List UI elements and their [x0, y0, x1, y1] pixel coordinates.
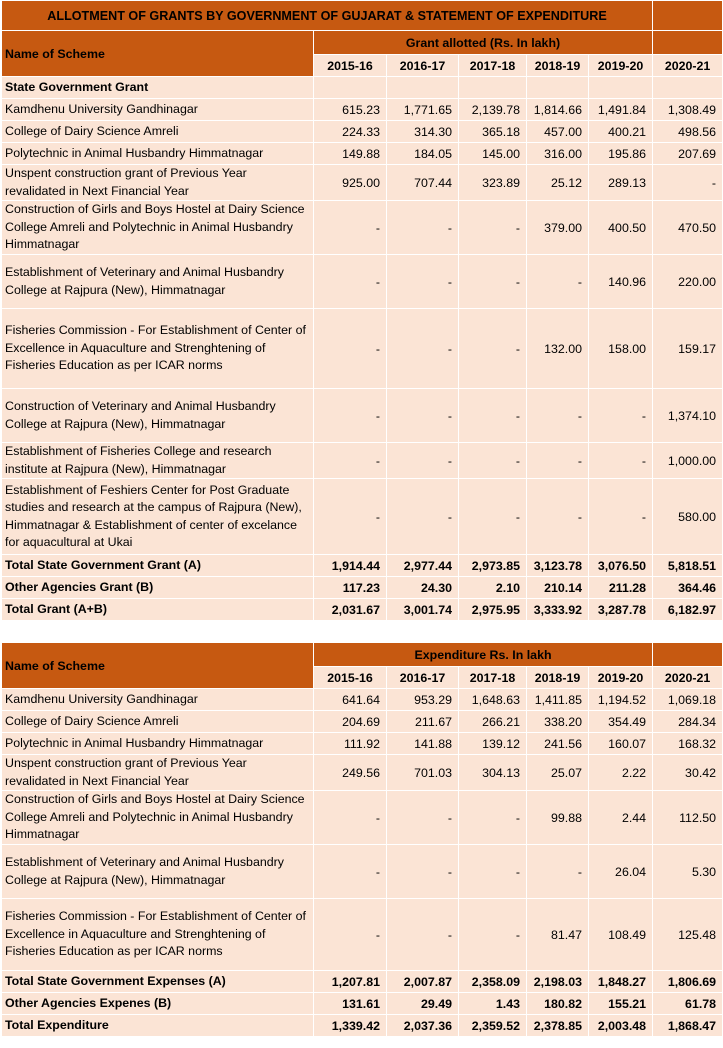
table-body	[2, 1, 723, 1037]
title-row	[2, 1, 723, 31]
value-cell: 111.92	[314, 733, 387, 755]
value-cell: 241.56	[527, 733, 589, 755]
grants-rows-row	[2, 443, 723, 479]
grants-name-header: Name of Scheme	[2, 31, 314, 77]
scheme-name: Construction of Girls and Boys Hostel at Dairy Science College Amreli and Polytechnic in Animal Husbandry Himmatnagar	[2, 791, 314, 845]
value-cell: 195.86	[589, 143, 653, 165]
value-cell: 1.43	[459, 993, 527, 1015]
value-cell: 316.00	[527, 143, 589, 165]
value-cell: 29.49	[387, 993, 459, 1015]
scheme-name: Kamdhenu University Gandhinagar	[2, 689, 314, 711]
value-cell: 145.00	[459, 143, 527, 165]
value-cell: 155.21	[589, 993, 653, 1015]
value-cell: 1,848.27	[589, 971, 653, 993]
expenditure-rows-row	[2, 899, 723, 971]
value-cell: 615.23	[314, 99, 387, 121]
scheme-name: Polytechnic in Animal Husbandry Himmatnagar	[2, 733, 314, 755]
value-cell: 498.56	[653, 121, 723, 143]
grants-group-spacer	[653, 31, 723, 55]
page-title: ALLOTMENT OF GRANTS BY GOVERNMENT OF GUJARAT & STATEMENT OF EXPENDITURE	[2, 1, 653, 31]
value-cell: 3,001.74	[387, 599, 459, 621]
value-cell: 26.04	[589, 845, 653, 899]
value-cell: 1,411.85	[527, 689, 589, 711]
scheme-name: Establishment of Fisheries College and research institute at Rajpura (New), Himmatnagar	[2, 443, 314, 479]
expenditure-rows-row	[2, 755, 723, 791]
section-label: State Government Grant	[2, 77, 314, 99]
value-cell: 1,339.42	[314, 1015, 387, 1037]
value-cell: -	[653, 165, 723, 201]
expenditure-year-header: 2016-17	[387, 667, 459, 689]
value-cell: 1,868.47	[653, 1015, 723, 1037]
value-cell: -	[459, 255, 527, 309]
value-cell: 180.82	[527, 993, 589, 1015]
scheme-name: Fisheries Commission - For Establishment of Center of Excellence in Aquaculture and Strenghtening of Fisheries Education as per ICAR norms	[2, 309, 314, 389]
value-cell: 1,771.65	[387, 99, 459, 121]
value-cell: -	[387, 791, 459, 845]
value-cell: 400.21	[589, 121, 653, 143]
empty-cell	[527, 77, 589, 99]
value-cell: -	[314, 479, 387, 555]
value-cell: 2,359.52	[459, 1015, 527, 1037]
value-cell: 1,491.84	[589, 99, 653, 121]
grants-year-header: 2019-20	[589, 55, 653, 77]
grants-rows-row	[2, 201, 723, 255]
value-cell: 5.30	[653, 845, 723, 899]
empty-cell	[459, 77, 527, 99]
scheme-name: Unspent construction grant of Previous Year revalidated in Next Financial Year	[2, 165, 314, 201]
value-cell: -	[527, 479, 589, 555]
value-cell: 249.56	[314, 755, 387, 791]
value-cell: 3,333.92	[527, 599, 589, 621]
value-cell: 304.13	[459, 755, 527, 791]
value-cell: 953.29	[387, 689, 459, 711]
value-cell: 1,308.49	[653, 99, 723, 121]
expenditure-rows-row	[2, 733, 723, 755]
value-cell: 117.23	[314, 577, 387, 599]
grants-section-label-row	[2, 77, 723, 99]
scheme-name: Establishment of Veterinary and Animal Husbandry College at Rajpura (New), Himmatnagar	[2, 255, 314, 309]
value-cell: 2,975.95	[459, 599, 527, 621]
grants-header-row	[2, 31, 723, 55]
expenditure-name-header: Name of Scheme	[2, 643, 314, 689]
value-cell: 2,973.85	[459, 555, 527, 577]
value-cell: -	[387, 899, 459, 971]
value-cell: 2.44	[589, 791, 653, 845]
value-cell: 1,648.63	[459, 689, 527, 711]
value-cell: 2,358.09	[459, 971, 527, 993]
value-cell: 2.22	[589, 755, 653, 791]
value-cell: 211.28	[589, 577, 653, 599]
value-cell: -	[387, 255, 459, 309]
value-cell: -	[387, 845, 459, 899]
expenditure-totals-row	[2, 1015, 723, 1037]
empty-cell	[387, 77, 459, 99]
value-cell: -	[314, 201, 387, 255]
value-cell: 284.34	[653, 711, 723, 733]
value-cell: 220.00	[653, 255, 723, 309]
value-cell: 25.07	[527, 755, 589, 791]
value-cell: 2,003.48	[589, 1015, 653, 1037]
value-cell: -	[387, 201, 459, 255]
value-cell: 211.67	[387, 711, 459, 733]
value-cell: 2,007.87	[387, 971, 459, 993]
expenditure-year-header: 2020-21	[653, 667, 723, 689]
value-cell: -	[314, 845, 387, 899]
scheme-name: Establishment of Feshiers Center for Post Graduate studies and research at the campus of Rajpura (New), Himmatnagar & Establishment of center of excelance for aquacultural at Ukai	[2, 479, 314, 555]
value-cell: 323.89	[459, 165, 527, 201]
scheme-name: Total State Government Expenses (A)	[2, 971, 314, 993]
value-cell: -	[589, 389, 653, 443]
expenditure-rows-row	[2, 689, 723, 711]
value-cell: 266.21	[459, 711, 527, 733]
value-cell: 112.50	[653, 791, 723, 845]
grants-totals-row	[2, 577, 723, 599]
value-cell: 207.69	[653, 143, 723, 165]
gap-cell	[2, 621, 723, 643]
value-cell: -	[459, 201, 527, 255]
expenditure-year-header: 2017-18	[459, 667, 527, 689]
grants-rows-row	[2, 479, 723, 555]
value-cell: 641.64	[314, 689, 387, 711]
value-cell: 1,069.18	[653, 689, 723, 711]
value-cell: 131.61	[314, 993, 387, 1015]
value-cell: 132.00	[527, 309, 589, 389]
value-cell: 314.30	[387, 121, 459, 143]
expenditure-group-header: Expenditure Rs. In lakh	[314, 643, 653, 667]
value-cell: 108.49	[589, 899, 653, 971]
value-cell: -	[459, 899, 527, 971]
scheme-name: College of Dairy Science Amreli	[2, 711, 314, 733]
value-cell: 1,374.10	[653, 389, 723, 443]
value-cell: 30.42	[653, 755, 723, 791]
value-cell: -	[314, 899, 387, 971]
value-cell: 1,207.81	[314, 971, 387, 993]
value-cell: -	[387, 389, 459, 443]
scheme-name: Other Agencies Expenes (B)	[2, 993, 314, 1015]
value-cell: 24.30	[387, 577, 459, 599]
value-cell: -	[589, 443, 653, 479]
grants-rows-row	[2, 121, 723, 143]
scheme-name: Construction of Girls and Boys Hostel at Dairy Science College Amreli and Polytechnic in Animal Husbandry Himmatnagar	[2, 201, 314, 255]
expenditure-totals-row	[2, 971, 723, 993]
value-cell: 141.88	[387, 733, 459, 755]
scheme-name: Polytechnic in Animal Husbandry Himmatnagar	[2, 143, 314, 165]
expenditure-header-row	[2, 643, 723, 667]
scheme-name: Establishment of Veterinary and Animal Husbandry College at Rajpura (New), Himmatnagar	[2, 845, 314, 899]
value-cell: 580.00	[653, 479, 723, 555]
expenditure-totals-row	[2, 993, 723, 1015]
value-cell: 6,182.97	[653, 599, 723, 621]
value-cell: 1,000.00	[653, 443, 723, 479]
grants-rows-row	[2, 143, 723, 165]
value-cell: 1,814.66	[527, 99, 589, 121]
value-cell: -	[459, 309, 527, 389]
value-cell: -	[527, 389, 589, 443]
value-cell: -	[527, 443, 589, 479]
value-cell: 2,198.03	[527, 971, 589, 993]
value-cell: 2,037.36	[387, 1015, 459, 1037]
value-cell: -	[314, 309, 387, 389]
expenditure-year-header: 2018-19	[527, 667, 589, 689]
expenditure-rows-row	[2, 711, 723, 733]
value-cell: -	[387, 479, 459, 555]
grants-expenditure-table	[1, 0, 723, 1037]
value-cell: 224.33	[314, 121, 387, 143]
value-cell: 2,031.67	[314, 599, 387, 621]
empty-cell	[314, 77, 387, 99]
empty-cell	[589, 77, 653, 99]
value-cell: 99.88	[527, 791, 589, 845]
value-cell: -	[387, 309, 459, 389]
scheme-name: Total Grant (A+B)	[2, 599, 314, 621]
value-cell: -	[459, 479, 527, 555]
value-cell: 707.44	[387, 165, 459, 201]
value-cell: -	[387, 443, 459, 479]
value-cell: 149.88	[314, 143, 387, 165]
title-spacer-cell	[653, 1, 723, 31]
value-cell: 2,139.78	[459, 99, 527, 121]
grants-totals-row	[2, 555, 723, 577]
value-cell: 701.03	[387, 755, 459, 791]
value-cell: 5,818.51	[653, 555, 723, 577]
value-cell: 1,806.69	[653, 971, 723, 993]
value-cell: -	[459, 443, 527, 479]
expenditure-year-header: 2015-16	[314, 667, 387, 689]
value-cell: 289.13	[589, 165, 653, 201]
value-cell: 160.07	[589, 733, 653, 755]
value-cell: -	[459, 791, 527, 845]
scheme-name: Unspent construction grant of Previous Year revalidated in Next Financial Year	[2, 755, 314, 791]
value-cell: 2,977.44	[387, 555, 459, 577]
value-cell: 204.69	[314, 711, 387, 733]
value-cell: -	[314, 255, 387, 309]
value-cell: 25.12	[527, 165, 589, 201]
scheme-name: College of Dairy Science Amreli	[2, 121, 314, 143]
value-cell: 3,287.78	[589, 599, 653, 621]
value-cell: 159.17	[653, 309, 723, 389]
value-cell: 2,378.85	[527, 1015, 589, 1037]
value-cell: -	[314, 791, 387, 845]
value-cell: 158.00	[589, 309, 653, 389]
expenditure-rows-row	[2, 845, 723, 899]
grants-rows-row	[2, 255, 723, 309]
scheme-name: Fisheries Commission - For Establishment of Center of Excellence in Aquaculture and Strenghtening of Fisheries Education as per ICAR norms	[2, 899, 314, 971]
value-cell: 470.50	[653, 201, 723, 255]
value-cell: -	[314, 389, 387, 443]
value-cell: -	[314, 443, 387, 479]
scheme-name: Total State Government Grant (A)	[2, 555, 314, 577]
grants-year-header: 2015-16	[314, 55, 387, 77]
grants-rows-row	[2, 309, 723, 389]
grants-year-header: 2017-18	[459, 55, 527, 77]
expenditure-rows-row	[2, 791, 723, 845]
value-cell: -	[459, 389, 527, 443]
section-gap	[2, 621, 723, 643]
value-cell: 364.46	[653, 577, 723, 599]
value-cell: 354.49	[589, 711, 653, 733]
grants-rows-row	[2, 165, 723, 201]
value-cell: 400.50	[589, 201, 653, 255]
grants-totals-row	[2, 599, 723, 621]
value-cell: -	[527, 255, 589, 309]
expenditure-group-spacer	[653, 643, 723, 667]
value-cell: 3,076.50	[589, 555, 653, 577]
value-cell: -	[589, 479, 653, 555]
value-cell: 2.10	[459, 577, 527, 599]
expenditure-year-header: 2019-20	[589, 667, 653, 689]
value-cell: 925.00	[314, 165, 387, 201]
grants-group-header: Grant allotted (Rs. In lakh)	[314, 31, 653, 55]
value-cell: 81.47	[527, 899, 589, 971]
grants-year-header: 2016-17	[387, 55, 459, 77]
value-cell: 1,194.52	[589, 689, 653, 711]
scheme-name: Other Agencies Grant (B)	[2, 577, 314, 599]
value-cell: 139.12	[459, 733, 527, 755]
scheme-name: Total Expenditure	[2, 1015, 314, 1037]
value-cell: -	[527, 845, 589, 899]
value-cell: 125.48	[653, 899, 723, 971]
value-cell: 457.00	[527, 121, 589, 143]
value-cell: 338.20	[527, 711, 589, 733]
scheme-name: Kamdhenu University Gandhinagar	[2, 99, 314, 121]
value-cell: 3,123.78	[527, 555, 589, 577]
value-cell: 365.18	[459, 121, 527, 143]
value-cell: 184.05	[387, 143, 459, 165]
value-cell: 140.96	[589, 255, 653, 309]
value-cell: 168.32	[653, 733, 723, 755]
value-cell: 379.00	[527, 201, 589, 255]
grants-year-header: 2018-19	[527, 55, 589, 77]
grants-rows-row	[2, 99, 723, 121]
value-cell: 210.14	[527, 577, 589, 599]
value-cell: 61.78	[653, 993, 723, 1015]
grants-year-header: 2020-21	[653, 55, 723, 77]
scheme-name: Construction of Veterinary and Animal Husbandry College at Rajpura (New), Himmatnagar	[2, 389, 314, 443]
value-cell: 1,914.44	[314, 555, 387, 577]
empty-cell	[653, 77, 723, 99]
grants-rows-row	[2, 389, 723, 443]
value-cell: -	[459, 845, 527, 899]
